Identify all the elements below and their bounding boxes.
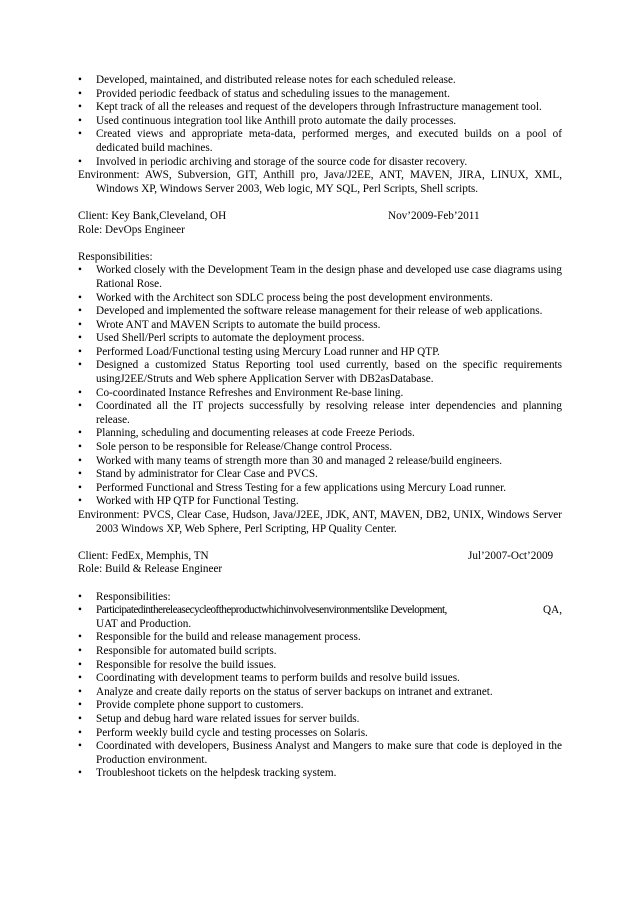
list-item: • Planning, scheduling and documenting releases at code Freeze Periods. (78, 427, 562, 441)
list-item: • Worked with HP QTP for Functional Testing. (78, 495, 562, 509)
list-item: • Used Shell/Perl scripts to automate the deployment process. (78, 332, 562, 346)
list-item: • Wrote ANT and MAVEN Scripts to automate the build process. (78, 319, 562, 333)
list-item: • Developed and implemented the software release management for their release of web applications. (78, 305, 562, 319)
list-item: • Responsible for automated build scripts. (78, 645, 562, 659)
list-item: • Created views and appropriate meta-data, performed merges, and executed builds on a pool of dedicated build machines. (78, 128, 562, 155)
list-item: • Analyze and create daily reports on the status of server backups on intranet and extranet. (78, 686, 562, 700)
client-name: Client: FedEx, Memphis, TN (78, 549, 209, 562)
page-content (78, 74, 562, 781)
list-item: • Perform weekly build cycle and testing processes on Solaris. (78, 727, 562, 741)
list-item: • Developed, maintained, and distributed release notes for each scheduled release. (78, 74, 562, 88)
responsibility-list (78, 264, 562, 509)
list-item: • Responsible for the build and release management process. (78, 631, 562, 645)
participated-text: • Participatedinthereleasecycleoftheproductwhichinvolvesenvironmentslike Development, (96, 604, 447, 617)
responsibility-list (78, 591, 562, 781)
list-item (78, 604, 562, 631)
list-item: • Provide complete phone support to customers. (78, 699, 562, 713)
list-item: • Designed a customized Status Reporting tool used currently, based on the specific requirements usingJ2EE/Struts and Web sphere Application Server with DB2asDatabase. (78, 359, 562, 386)
list-item: • Provided periodic feedback of status and scheduling issues to the management. (78, 88, 562, 102)
previous-job-bullets (78, 74, 562, 169)
list-item: • Coordinating with development teams to perform builds and resolve build issues. (78, 672, 562, 686)
client-line (78, 210, 562, 224)
list-item: • Coordinated all the IT projects successfully by resolving release inter dependencies and planning release. (78, 400, 562, 427)
client-line (78, 550, 562, 564)
client-name: Client: Key Bank,Cleveland, OH (78, 209, 227, 222)
list-item: • Worked closely with the Development Team in the design phase and developed use case diagrams using Rational Rose. (78, 264, 562, 291)
list-item: • Performed Load/Functional testing using Mercury Load runner and HP QTP. (78, 346, 562, 360)
list-item: • Stand by administrator for Clear Case and PVCS. (78, 468, 562, 482)
environment-line: Environment: PVCS, Clear Case, Hudson, Java/J2EE, JDK, ANT, MAVEN, DB2, UNIX, Windows Server 2003 Windows XP, Web Sphere, Perl Scripting, HP Quality Center. (78, 509, 562, 535)
participated-continued: UAT and Production. (96, 617, 192, 630)
list-item: • Sole person to be responsible for Release/Change control Process. (78, 441, 562, 455)
role-line: Role: Build & Release Engineer (78, 563, 223, 576)
job-dates: Nov’2009-Feb’2011 (388, 209, 480, 222)
list-item: • Performed Functional and Stress Testing for a few applications using Mercury Load runner. (78, 482, 562, 496)
list-item: • Coordinated with developers, Business Analyst and Mangers to make sure that code is deployed in the Production environment. (78, 740, 562, 767)
participated-qa: QA, (543, 604, 562, 617)
list-item: • Used continuous integration tool like Anthill proto automate the daily processes. (78, 115, 562, 129)
list-item: • Setup and debug hard ware related issues for server builds. (78, 713, 562, 727)
list-item: • Troubleshoot tickets on the helpdesk tracking system. (78, 767, 562, 781)
list-item: • Worked with many teams of strength more than 30 and managed 2 release/build engineers. (78, 455, 562, 469)
job-dates: Jul’2007-Oct’2009 (468, 549, 554, 562)
environment-line: Environment: AWS, Subversion, GIT, Anthill pro, Java/J2EE, ANT, MAVEN, JIRA, LINUX, XML, Windows XP, Windows Server 2003, Web logic, MY SQL, Perl Scripts, Shell scripts. (78, 169, 562, 195)
list-item: • Co-coordinated Instance Refreshes and Environment Re-base lining. (78, 387, 562, 401)
list-item: • Involved in periodic archiving and storage of the source code for disaster recovery. (78, 156, 562, 170)
list-item: • Kept track of all the releases and request of the developers through Infrastructure management tool. (78, 101, 562, 115)
role-line: Role: DevOps Engineer (78, 223, 185, 236)
responsibilities-label: Responsibilities: (78, 250, 153, 263)
list-item: • Responsible for resolve the build issues. (78, 659, 562, 673)
list-item: • Worked with the Architect son SDLC process being the post development environments. (78, 292, 562, 306)
responsibilities-label: • Responsibilities: (78, 591, 562, 605)
